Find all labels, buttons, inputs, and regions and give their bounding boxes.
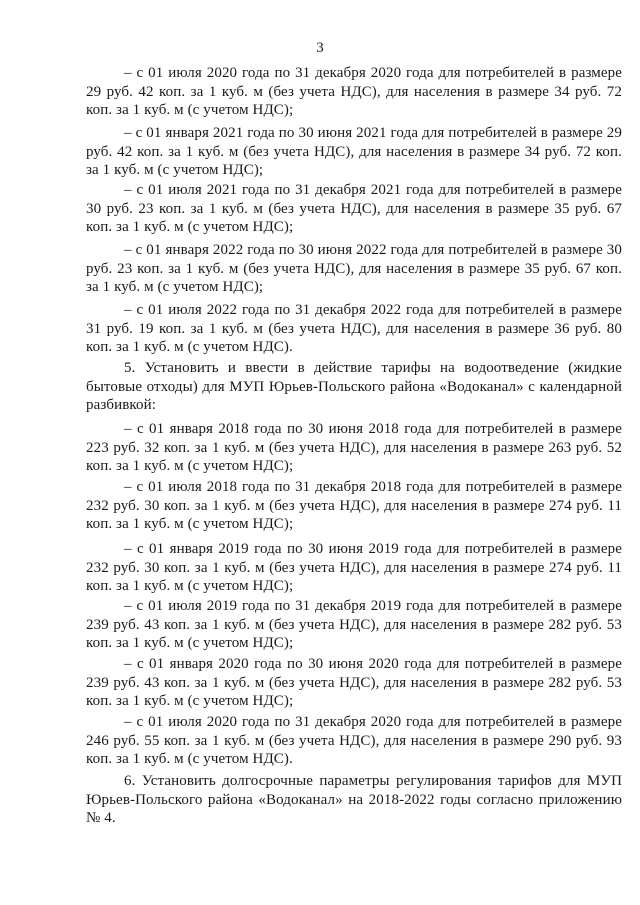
tariff-water-2021-h1: – с 01 января 2021 года по 30 июня 2021 года для потребителей в размере 29 руб. 42 коп. за 1 куб. м (без учета НДС), для населения в размере 34 руб. 72 коп. за 1 куб. м (с учетом НДС); — [86, 125, 622, 178]
tariff-sewage-2020-h1: – с 01 января 2020 года по 30 июня 2020 года для потребителей в размере 239 руб. 43 коп. за 1 куб. м (без учета НДС), для населения в размере 282 руб. 53 коп. за 1 куб. м (с учетом НДС); — [86, 656, 622, 709]
tariff-sewage-2019-h1: – с 01 января 2019 года по 30 июня 2019 года для потребителей в размере 232 руб. 30 коп. за 1 куб. м (без учета НДС), для населения в размере 274 руб. 11 коп. за 1 куб. м (с учетом НДС); — [86, 541, 622, 594]
tariff-sewage-2018-h1: – с 01 января 2018 года по 30 июня 2018 года для потребителей в размере 223 руб. 32 коп. за 1 куб. м (без учета НДС), для населения в размере 263 руб. 52 коп. за 1 куб. м (с учетом НДС); — [86, 421, 622, 474]
tariff-water-2021-h2: – с 01 июля 2021 года по 31 декабря 2021 года для потребителей в размере 30 руб. 23 коп. за 1 куб. м (без учета НДС), для населения в размере 35 руб. 67 коп. за 1 куб. м (с учетом НДС); — [86, 182, 622, 235]
tariff-sewage-2020-h2: – с 01 июля 2020 года по 31 декабря 2020 года для потребителей в размере 246 руб. 55 коп. за 1 куб. м (без учета НДС), для населения в размере 290 руб. 93 коп. за 1 куб. м (с учетом НДС). — [86, 714, 622, 767]
tariff-water-2022-h2: – с 01 июля 2022 года по 31 декабря 2022 года для потребителей в размере 31 руб. 19 коп. за 1 куб. м (без учета НДС), для населения в размере 36 руб. 80 коп. за 1 куб. м (с учетом НДС). — [86, 302, 622, 355]
page-number: 3 — [316, 40, 324, 56]
tariff-water-2022-h1: – с 01 января 2022 года по 30 июня 2022 года для потребителей в размере 30 руб. 23 коп. за 1 куб. м (без учета НДС), для населения в размере 35 руб. 67 коп. за 1 куб. м (с учетом НДС); — [86, 242, 622, 295]
item-5-heading: 5. Установить и ввести в действие тарифы на водоотведение (жидкие бытовые отходы) для МУП Юрьев-Польского района «Водоканал» с календарной разбивкой: — [86, 360, 622, 413]
item-6-paragraph: 6. Установить долгосрочные параметры регулирования тарифов для МУП Юрьев-Польского района «Водоканал» на 2018-2022 годы согласно приложению № 4. — [86, 773, 622, 826]
tariff-water-2020-h2: – с 01 июля 2020 года по 31 декабря 2020 года для потребителей в размере 29 руб. 42 коп. за 1 куб. м (без учета НДС), для населения в размере 34 руб. 72 коп. за 1 куб. м (с учетом НДС); — [86, 65, 622, 118]
tariff-sewage-2018-h2: – с 01 июля 2018 года по 31 декабря 2018 года для потребителей в размере 232 руб. 30 коп. за 1 куб. м (без учета НДС), для населения в размере 274 руб. 11 коп. за 1 куб. м (с учетом НДС); — [86, 479, 622, 532]
tariff-sewage-2019-h2: – с 01 июля 2019 года по 31 декабря 2019 года для потребителей в размере 239 руб. 43 коп. за 1 куб. м (без учета НДС), для населения в размере 282 руб. 53 коп. за 1 куб. м (с учетом НДС); — [86, 598, 622, 651]
